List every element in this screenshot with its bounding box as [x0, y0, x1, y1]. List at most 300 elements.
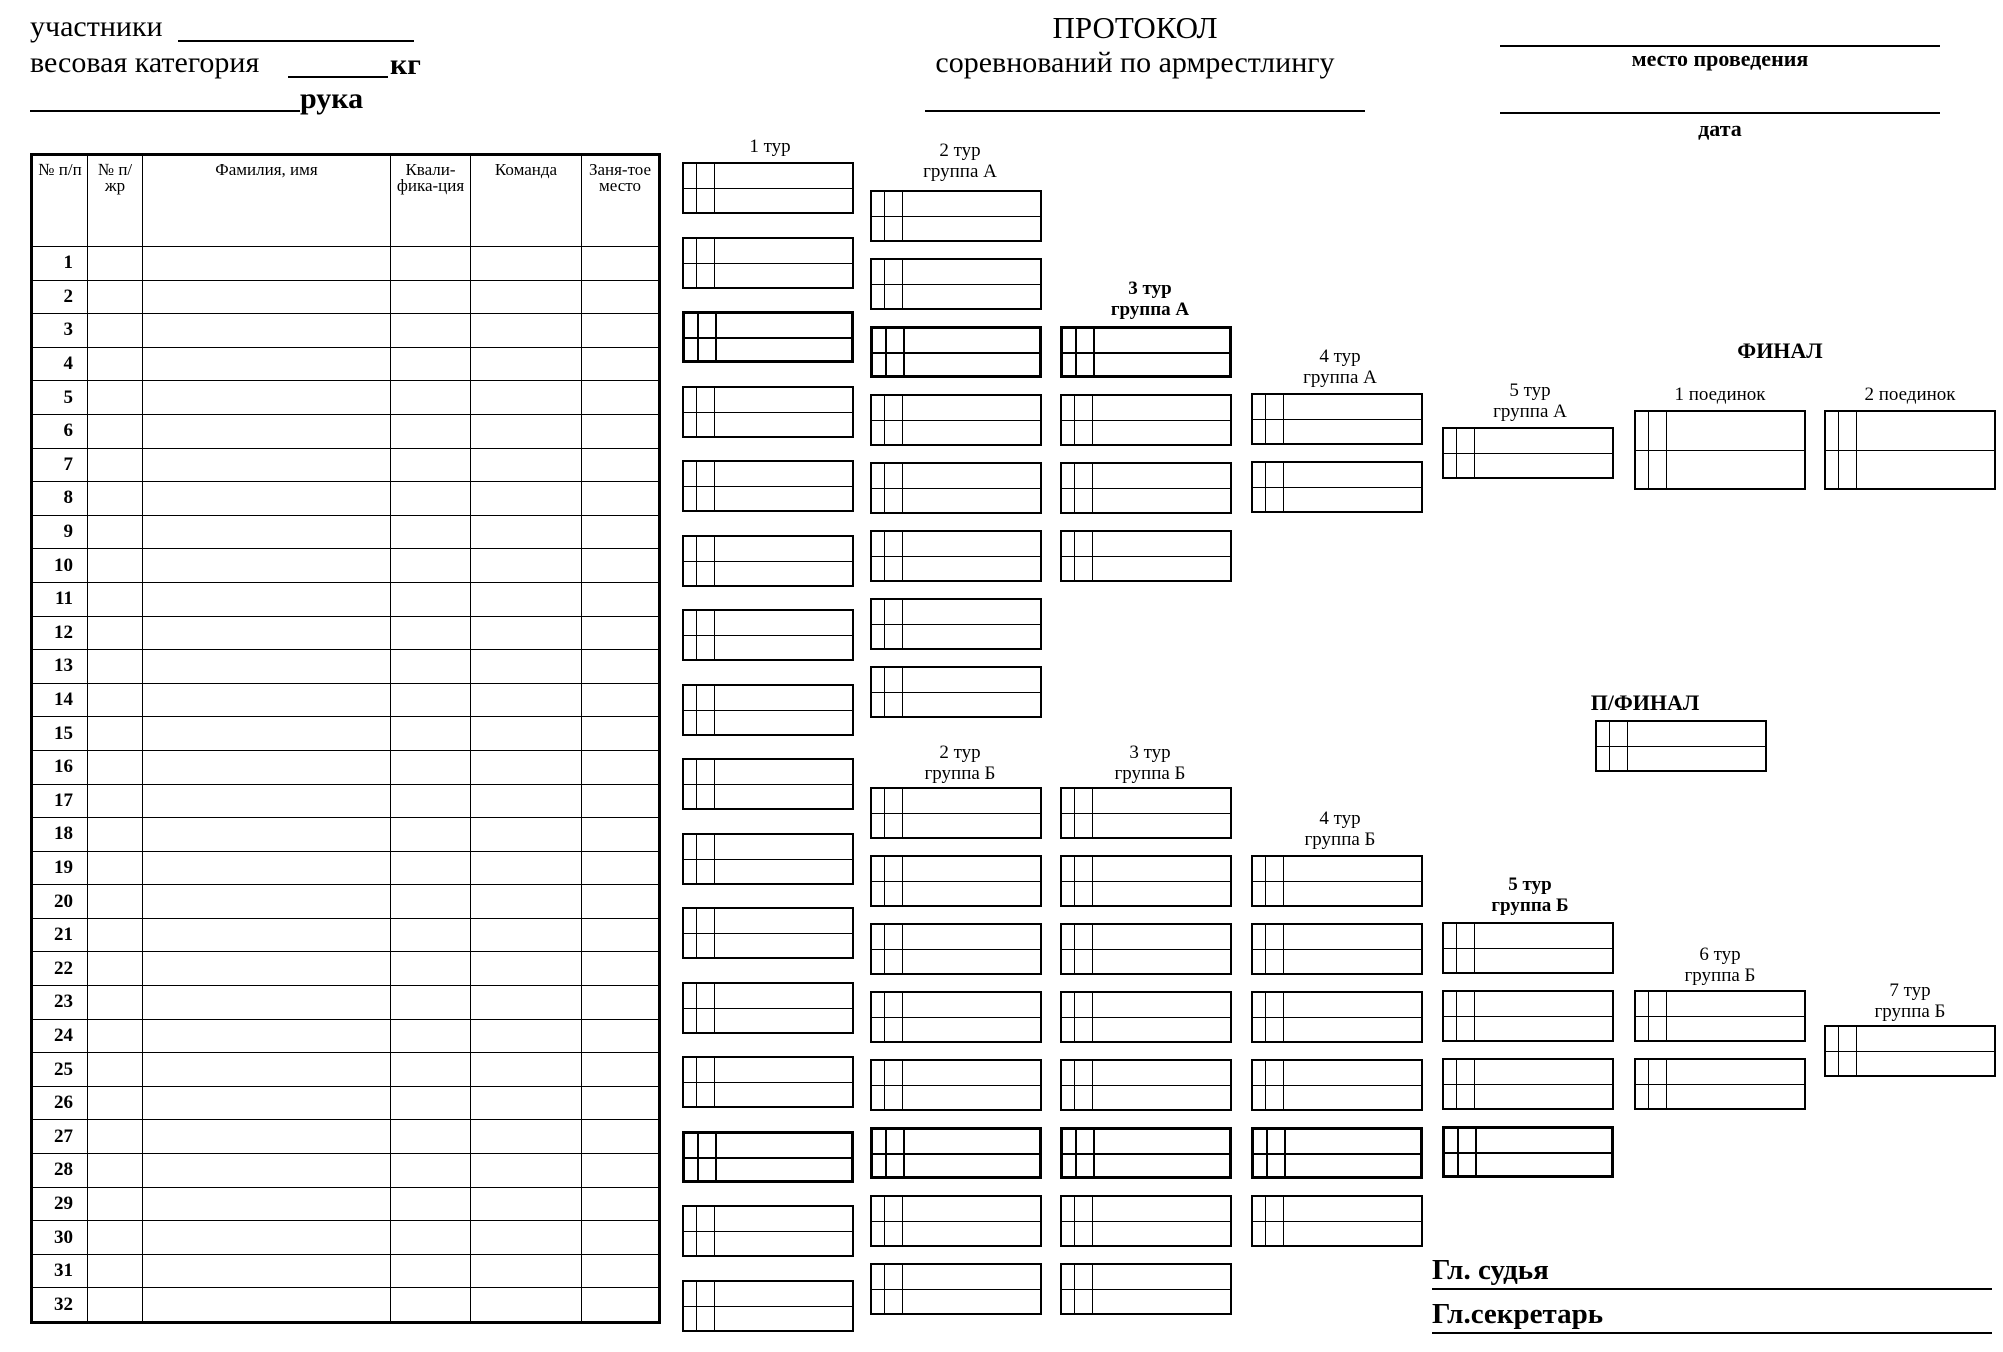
round5b-match-box[interactable]	[1442, 1058, 1614, 1110]
weight-line[interactable]	[288, 76, 388, 78]
table-row	[32, 1053, 660, 1087]
round3a-match-box[interactable]	[1060, 462, 1232, 514]
round2a-match-box[interactable]	[870, 394, 1042, 446]
place-cell[interactable]	[582, 515, 660, 549]
team-cell[interactable]	[471, 414, 582, 448]
round2b-match-box[interactable]	[870, 991, 1042, 1043]
team-cell[interactable]	[471, 1187, 582, 1221]
match-box-line	[1092, 789, 1093, 837]
place-cell[interactable]	[582, 314, 660, 348]
match-box-line	[696, 984, 697, 1032]
qualification-cell[interactable]	[391, 784, 471, 818]
name-cell[interactable]	[143, 381, 391, 415]
round1-match-box[interactable]	[682, 609, 854, 661]
name-cell[interactable]	[143, 717, 391, 751]
match-box-line	[1609, 722, 1610, 770]
row-number: 24	[32, 1019, 88, 1053]
match-box-line	[1062, 949, 1230, 950]
draw-number-cell[interactable]	[88, 1187, 143, 1221]
place-cell[interactable]	[582, 1053, 660, 1087]
round3a-match-box[interactable]	[1060, 394, 1232, 446]
table-row	[32, 851, 660, 885]
match-box-line	[1266, 1130, 1268, 1176]
match-box-line	[872, 1017, 1040, 1018]
name-cell[interactable]	[143, 280, 391, 314]
team-cell[interactable]	[471, 1120, 582, 1154]
match-box-line	[1074, 789, 1075, 837]
round4b-match-box[interactable]	[1251, 1059, 1423, 1111]
match-box-line	[884, 857, 885, 905]
match-box-line	[1062, 881, 1230, 882]
qualification-cell[interactable]	[391, 1053, 471, 1087]
match-box-line	[696, 537, 697, 585]
match-box-line	[1636, 450, 1804, 451]
match-box-line	[1253, 949, 1421, 950]
match-box-line	[1474, 1060, 1475, 1108]
round1-match-box[interactable]	[682, 1280, 854, 1332]
round3a-match-box[interactable]	[1060, 326, 1232, 378]
place-cell[interactable]	[582, 918, 660, 952]
round2b-match-box[interactable]	[870, 923, 1042, 975]
team-cell[interactable]	[471, 784, 582, 818]
qualification-cell[interactable]	[391, 247, 471, 281]
round3a-match-box[interactable]	[1060, 530, 1232, 582]
match-box-line	[872, 284, 1040, 285]
round3b-match-box[interactable]	[1060, 1127, 1232, 1179]
qualification-cell[interactable]	[391, 347, 471, 381]
match-box-line	[684, 412, 852, 413]
match-box-line	[696, 835, 697, 883]
match-box-line	[1265, 993, 1266, 1041]
round3b-match-box[interactable]	[1060, 1059, 1232, 1111]
name-cell[interactable]	[143, 515, 391, 549]
place-cell[interactable]	[582, 750, 660, 784]
round3b-match-box[interactable]	[1060, 855, 1232, 907]
round1-match-box[interactable]	[682, 833, 854, 885]
qualification-cell[interactable]	[391, 1187, 471, 1221]
name-cell[interactable]	[143, 616, 391, 650]
round1-match-box[interactable]	[682, 1131, 854, 1183]
draw-number-cell[interactable]	[88, 650, 143, 684]
team-cell[interactable]	[471, 314, 582, 348]
name-cell[interactable]	[143, 918, 391, 952]
draw-number-cell[interactable]	[88, 885, 143, 919]
round2a-match-box[interactable]	[870, 530, 1042, 582]
place-cell[interactable]	[582, 1019, 660, 1053]
qualification-cell[interactable]	[391, 381, 471, 415]
round2a-match-box[interactable]	[870, 258, 1042, 310]
qualification-cell[interactable]	[391, 616, 471, 650]
name-cell[interactable]	[143, 582, 391, 616]
draw-number-cell[interactable]	[88, 1254, 143, 1288]
draw-number-cell[interactable]	[88, 918, 143, 952]
round2b-match-box[interactable]	[870, 1059, 1042, 1111]
name-cell[interactable]	[143, 1053, 391, 1087]
match-box-line	[1444, 1084, 1612, 1085]
round1-match-box[interactable]	[682, 684, 854, 736]
team-cell[interactable]	[471, 582, 582, 616]
team-cell[interactable]	[471, 280, 582, 314]
match-box-line	[1063, 352, 1229, 354]
qualification-cell[interactable]	[391, 717, 471, 751]
qualification-cell[interactable]	[391, 918, 471, 952]
round2a-match-box[interactable]	[870, 598, 1042, 650]
team-cell[interactable]	[471, 549, 582, 583]
name-cell[interactable]	[143, 1254, 391, 1288]
draw-number-cell[interactable]	[88, 280, 143, 314]
qualification-cell[interactable]	[391, 314, 471, 348]
draw-number-cell[interactable]	[88, 1086, 143, 1120]
row-number: 18	[32, 818, 88, 852]
place-cell[interactable]	[582, 347, 660, 381]
round4a-match-box[interactable]	[1251, 393, 1423, 445]
draw-number-cell[interactable]	[88, 683, 143, 717]
round5b-match-box[interactable]	[1442, 922, 1614, 974]
qualification-cell[interactable]	[391, 650, 471, 684]
draw-number-cell[interactable]	[88, 851, 143, 885]
place-cell[interactable]	[582, 1120, 660, 1154]
name-cell[interactable]	[143, 314, 391, 348]
name-cell[interactable]	[143, 347, 391, 381]
draw-number-cell[interactable]	[88, 582, 143, 616]
team-cell[interactable]	[471, 515, 582, 549]
name-cell[interactable]	[143, 952, 391, 986]
name-cell[interactable]	[143, 1187, 391, 1221]
qualification-cell[interactable]	[391, 1254, 471, 1288]
round1-match-box[interactable]	[682, 460, 854, 512]
name-cell[interactable]	[143, 885, 391, 919]
place-cell[interactable]	[582, 280, 660, 314]
qualification-cell[interactable]	[391, 414, 471, 448]
round2a-match-box[interactable]	[870, 326, 1042, 378]
draw-number-cell[interactable]	[88, 717, 143, 751]
name-cell[interactable]	[143, 482, 391, 516]
draw-number-cell[interactable]	[88, 347, 143, 381]
round2b-match-box[interactable]	[870, 1195, 1042, 1247]
place-cell[interactable]	[582, 381, 660, 415]
team-cell[interactable]	[471, 952, 582, 986]
round2b-match-box[interactable]	[870, 1263, 1042, 1315]
draw-number-cell[interactable]	[88, 750, 143, 784]
round2a-match-box[interactable]	[870, 666, 1042, 718]
match-box-line	[1648, 412, 1649, 488]
round3b-match-box[interactable]	[1060, 991, 1232, 1043]
place-cell[interactable]	[582, 616, 660, 650]
final-bout1-box[interactable]	[1634, 410, 1806, 490]
round4b-match-box[interactable]	[1251, 855, 1423, 907]
semifinal-match-box[interactable]	[1595, 720, 1767, 772]
place-cell[interactable]	[582, 952, 660, 986]
match-box-line	[1283, 1197, 1284, 1245]
hand-label: рука	[300, 82, 364, 115]
match-box-line	[684, 859, 852, 860]
name-cell[interactable]	[143, 750, 391, 784]
name-cell[interactable]	[143, 818, 391, 852]
draw-number-cell[interactable]	[88, 1053, 143, 1087]
place-cell[interactable]	[582, 1086, 660, 1120]
place-cell[interactable]	[582, 784, 660, 818]
match-box-line	[714, 388, 715, 436]
match-box-line	[685, 337, 851, 339]
round2b-match-box[interactable]	[870, 1127, 1042, 1179]
match-box-line	[1092, 925, 1093, 973]
match-box-line	[1074, 1265, 1075, 1313]
qualification-cell[interactable]	[391, 1221, 471, 1255]
draw-number-cell[interactable]	[88, 616, 143, 650]
draw-number-cell[interactable]	[88, 986, 143, 1020]
qualification-cell[interactable]	[391, 818, 471, 852]
name-cell[interactable]	[143, 683, 391, 717]
team-cell[interactable]	[471, 1086, 582, 1120]
round1-match-box[interactable]	[682, 1056, 854, 1108]
round3b-match-box[interactable]	[1060, 1263, 1232, 1315]
name-cell[interactable]	[143, 851, 391, 885]
place-cell[interactable]	[582, 247, 660, 281]
qualification-cell[interactable]	[391, 549, 471, 583]
final-bout2-box[interactable]	[1824, 410, 1996, 490]
qualification-cell[interactable]	[391, 448, 471, 482]
place-cell[interactable]	[582, 818, 660, 852]
draw-number-cell[interactable]	[88, 1019, 143, 1053]
place-cell[interactable]	[582, 1221, 660, 1255]
name-cell[interactable]	[143, 986, 391, 1020]
team-cell[interactable]	[471, 683, 582, 717]
place-cell[interactable]	[582, 1187, 660, 1221]
col-header-qualification: Квали-фика-ция	[391, 155, 471, 247]
match-box-line	[1074, 464, 1075, 512]
place-cell[interactable]	[582, 482, 660, 516]
round1-match-box[interactable]	[682, 1205, 854, 1257]
match-box-line	[1265, 1197, 1266, 1245]
name-cell[interactable]	[143, 1288, 391, 1323]
team-cell[interactable]	[471, 885, 582, 919]
match-box-line	[1062, 488, 1230, 489]
round3b-match-box[interactable]	[1060, 1195, 1232, 1247]
qualification-cell[interactable]	[391, 515, 471, 549]
qualification-cell[interactable]	[391, 851, 471, 885]
match-box-line	[1627, 722, 1628, 770]
participants-label: участники	[30, 10, 163, 43]
round5b-match-box[interactable]	[1442, 1126, 1614, 1178]
team-cell[interactable]	[471, 247, 582, 281]
team-cell[interactable]	[471, 717, 582, 751]
qualification-cell[interactable]	[391, 280, 471, 314]
name-cell[interactable]	[143, 448, 391, 482]
round1-match-box[interactable]	[682, 237, 854, 289]
draw-number-cell[interactable]	[88, 381, 143, 415]
place-cell[interactable]	[582, 549, 660, 583]
row-number: 7	[32, 448, 88, 482]
title-underline	[925, 110, 1365, 112]
place-cell[interactable]	[582, 851, 660, 885]
draw-number-cell[interactable]	[88, 952, 143, 986]
qualification-cell[interactable]	[391, 1086, 471, 1120]
match-box-line	[696, 1058, 697, 1106]
name-cell[interactable]	[143, 1019, 391, 1053]
qualification-cell[interactable]	[391, 582, 471, 616]
chief-judge-line[interactable]	[1432, 1288, 1992, 1290]
match-box-line	[902, 1265, 903, 1313]
row-number: 32	[32, 1288, 88, 1323]
chief-secretary-line[interactable]	[1432, 1332, 1992, 1334]
draw-number-cell[interactable]	[88, 1154, 143, 1188]
team-cell[interactable]	[471, 918, 582, 952]
match-box-line	[684, 710, 852, 711]
round1-match-box[interactable]	[682, 758, 854, 810]
qualification-cell[interactable]	[391, 750, 471, 784]
team-cell[interactable]	[471, 750, 582, 784]
name-cell[interactable]	[143, 1221, 391, 1255]
round1-match-box[interactable]	[682, 311, 854, 363]
round2a-match-box[interactable]	[870, 462, 1042, 514]
draw-number-cell[interactable]	[88, 818, 143, 852]
match-box-line	[1074, 925, 1075, 973]
team-cell[interactable]	[471, 347, 582, 381]
round6b-match-box[interactable]	[1634, 1058, 1806, 1110]
qualification-cell[interactable]	[391, 1120, 471, 1154]
match-box-line	[684, 486, 852, 487]
place-cell[interactable]	[582, 1254, 660, 1288]
name-cell[interactable]	[143, 247, 391, 281]
team-cell[interactable]	[471, 1053, 582, 1087]
round4b-match-box[interactable]	[1251, 1127, 1423, 1179]
table-row	[32, 750, 660, 784]
round1-match-box[interactable]	[682, 386, 854, 438]
draw-number-cell[interactable]	[88, 482, 143, 516]
place-cell[interactable]	[582, 650, 660, 684]
round2b-match-box[interactable]	[870, 855, 1042, 907]
place-cell[interactable]	[582, 986, 660, 1020]
draw-number-cell[interactable]	[88, 784, 143, 818]
match-box-line	[872, 488, 1040, 489]
draw-number-cell[interactable]	[88, 448, 143, 482]
round6b-match-box[interactable]	[1634, 990, 1806, 1042]
round4b-match-box[interactable]	[1251, 923, 1423, 975]
row-number: 19	[32, 851, 88, 885]
col-header-team: Команда	[471, 155, 582, 247]
match-box-line	[1253, 419, 1421, 420]
match-box-line	[684, 1008, 852, 1009]
table-row	[32, 1154, 660, 1188]
match-box-line	[902, 1061, 903, 1109]
name-cell[interactable]	[143, 549, 391, 583]
match-box-line	[714, 164, 715, 212]
match-box-line	[696, 611, 697, 659]
draw-number-cell[interactable]	[88, 549, 143, 583]
match-box-line	[685, 1157, 851, 1159]
draw-number-cell[interactable]	[88, 247, 143, 281]
draw-number-cell[interactable]	[88, 314, 143, 348]
qualification-cell[interactable]	[391, 482, 471, 516]
name-cell[interactable]	[143, 1120, 391, 1154]
hand-line[interactable]	[30, 110, 300, 112]
place-cell[interactable]	[582, 448, 660, 482]
round3b-match-box[interactable]	[1060, 787, 1232, 839]
draw-number-cell[interactable]	[88, 1221, 143, 1255]
match-box-line	[903, 1130, 905, 1176]
participants-line[interactable]	[178, 40, 414, 42]
place-cell[interactable]	[582, 1288, 660, 1323]
team-cell[interactable]	[471, 448, 582, 482]
match-box-line	[1075, 1130, 1077, 1176]
round2b-match-box[interactable]	[870, 787, 1042, 839]
table-row	[32, 1019, 660, 1053]
round4b-match-box[interactable]	[1251, 991, 1423, 1043]
place-cell[interactable]	[582, 582, 660, 616]
round5a-match-box[interactable]	[1442, 427, 1614, 479]
team-cell[interactable]	[471, 1019, 582, 1053]
name-cell[interactable]	[143, 414, 391, 448]
team-cell[interactable]	[471, 1288, 582, 1323]
name-cell[interactable]	[143, 1154, 391, 1188]
team-cell[interactable]	[471, 986, 582, 1020]
team-cell[interactable]	[471, 1154, 582, 1188]
match-box-line	[696, 909, 697, 957]
place-cell[interactable]	[582, 414, 660, 448]
round2a-match-box[interactable]	[870, 190, 1042, 242]
date-line[interactable]	[1500, 112, 1940, 114]
match-box-line	[1856, 1027, 1857, 1075]
place-cell[interactable]	[582, 885, 660, 919]
round1-match-box[interactable]	[682, 535, 854, 587]
qualification-cell[interactable]	[391, 1154, 471, 1188]
match-box-line	[872, 556, 1040, 557]
qualification-cell[interactable]	[391, 683, 471, 717]
round1-match-box[interactable]	[682, 907, 854, 959]
row-number: 25	[32, 1053, 88, 1087]
name-cell[interactable]	[143, 650, 391, 684]
match-box-line	[1092, 464, 1093, 512]
draw-number-cell[interactable]	[88, 1288, 143, 1323]
row-number: 12	[32, 616, 88, 650]
qualification-cell[interactable]	[391, 885, 471, 919]
match-box-line	[1283, 857, 1284, 905]
name-cell[interactable]	[143, 784, 391, 818]
round4b-match-box[interactable]	[1251, 1195, 1423, 1247]
team-cell[interactable]	[471, 818, 582, 852]
draw-number-cell[interactable]	[88, 414, 143, 448]
team-cell[interactable]	[471, 616, 582, 650]
draw-number-cell[interactable]	[88, 1120, 143, 1154]
team-cell[interactable]	[471, 381, 582, 415]
team-cell[interactable]	[471, 1221, 582, 1255]
qualification-cell[interactable]	[391, 952, 471, 986]
qualification-cell[interactable]	[391, 986, 471, 1020]
match-box-line	[1474, 924, 1475, 972]
team-cell[interactable]	[471, 482, 582, 516]
round4a-match-box[interactable]	[1251, 461, 1423, 513]
place-cell[interactable]	[582, 1154, 660, 1188]
table-header-row	[32, 155, 660, 247]
place-cell[interactable]	[582, 717, 660, 751]
match-box-line	[696, 164, 697, 212]
round5b-match-box[interactable]	[1442, 990, 1614, 1042]
qualification-cell[interactable]	[391, 1288, 471, 1323]
table-row	[32, 448, 660, 482]
table-row	[32, 549, 660, 583]
draw-number-cell[interactable]	[88, 515, 143, 549]
round3b-match-box[interactable]	[1060, 923, 1232, 975]
round1-match-box[interactable]	[682, 982, 854, 1034]
team-cell[interactable]	[471, 1254, 582, 1288]
team-cell[interactable]	[471, 650, 582, 684]
qualification-cell[interactable]	[391, 1019, 471, 1053]
team-cell[interactable]	[471, 851, 582, 885]
name-cell[interactable]	[143, 1086, 391, 1120]
round1-match-box[interactable]	[682, 162, 854, 214]
round7b-match-box[interactable]	[1824, 1025, 1996, 1077]
place-cell[interactable]	[582, 683, 660, 717]
